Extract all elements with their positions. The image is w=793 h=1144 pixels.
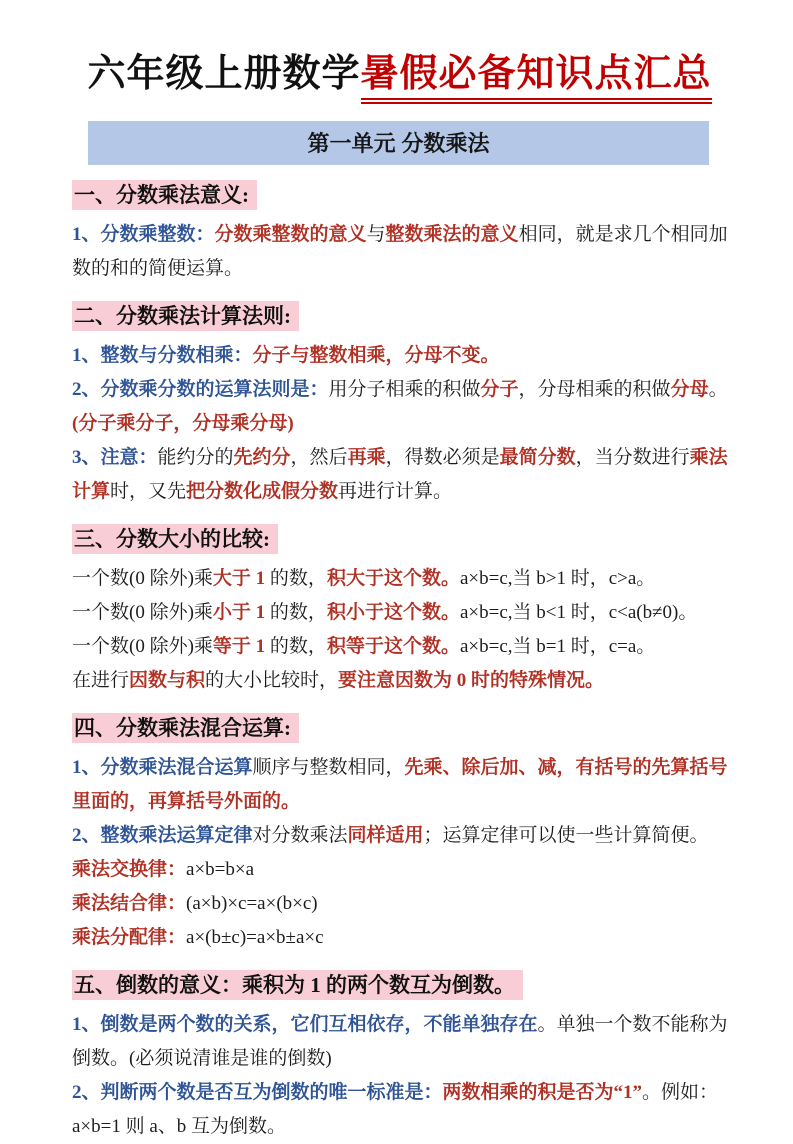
- text-segment-black: (a×b)×c=a×(b×c): [186, 893, 318, 914]
- text-line: [72, 339, 727, 373]
- text-line: [72, 562, 727, 596]
- text-segment-black: a×b=b×a: [186, 859, 255, 880]
- text-line: [72, 407, 727, 441]
- text-segment-black: 的数，: [265, 636, 327, 657]
- text-segment-blue: 1、整数与分数相乘：: [72, 345, 253, 366]
- text-line: [72, 441, 727, 475]
- text-segment-red: 把分数化成假分数: [186, 481, 339, 502]
- text-segment-red: 分子: [480, 379, 519, 400]
- text-segment-black: 。例如：: [642, 1082, 719, 1103]
- text-segment-blue: 1、分数乘法混合运算: [72, 757, 253, 778]
- text-segment-black: 顺序与整数相同，: [252, 757, 405, 778]
- text-segment-black: 的数，: [265, 602, 327, 623]
- page-title: [72, 42, 727, 97]
- text-line: [72, 1008, 727, 1042]
- text-segment-black: 在进行: [72, 670, 130, 691]
- text-segment-red: 乘法交换律：: [72, 859, 187, 880]
- text-line: [72, 785, 727, 819]
- section-header-highlight: 三、分数大小的比较:: [72, 524, 278, 554]
- page-title-red-part: 暑假必备知识点汇总: [361, 53, 712, 104]
- text-segment-red: 先约分: [233, 447, 291, 468]
- text-line: [72, 475, 727, 509]
- text-segment-red: 分子与整数相乘，分母不变。: [252, 345, 500, 366]
- text-segment-black: a×(b±c)=a×b±a×c: [186, 927, 324, 948]
- text-segment-black: 一个数(0 除外)乘: [72, 602, 213, 623]
- text-segment-red: 要注意因数为 0 时的特殊情况。: [338, 670, 605, 691]
- text-line: [72, 630, 727, 664]
- text-segment-black: 时，又先: [110, 481, 187, 502]
- section-header: [72, 300, 727, 330]
- text-segment-red: 整数乘法的意义: [385, 224, 519, 245]
- text-segment-black: 一个数(0 除外)乘: [72, 636, 213, 657]
- text-segment-blue: 3、注意：: [72, 447, 158, 468]
- text-line: [72, 819, 727, 853]
- text-line: [72, 664, 727, 698]
- text-segment-black: 倒数。(必须说清谁是谁的倒数): [72, 1048, 332, 1069]
- text-line: [72, 1076, 727, 1110]
- text-segment-red: 计算: [72, 481, 111, 502]
- text-segment-black: ，当分数进行: [575, 447, 690, 468]
- text-segment-blue: 1、倒数是两个数的关系，它们互相依存，不能单独存在: [72, 1014, 538, 1035]
- text-line: [72, 252, 727, 286]
- section-header-highlight: 一、分数乘法意义:: [72, 180, 257, 210]
- text-segment-black: a×b=c,当 b>1 时，c>a。: [459, 568, 656, 589]
- section-header: [72, 969, 727, 999]
- text-segment-black: a×b=c,当 b=1 时，c=a。: [459, 636, 656, 657]
- text-segment-red: 大于 1: [212, 568, 266, 589]
- text-segment-black: 再进行计算。: [338, 481, 453, 502]
- text-segment-black: ；运算定律可以使一些计算简便。: [423, 825, 709, 846]
- text-segment-black: 一个数(0 除外)乘: [72, 568, 213, 589]
- text-segment-red: 积等于这个数。: [326, 636, 460, 657]
- text-segment-red: 积小于这个数。: [326, 602, 460, 623]
- text-segment-black: 与: [366, 224, 386, 245]
- text-segment-red: 两数相乘的积是否为“1”: [442, 1082, 643, 1103]
- text-segment-black: 的数，: [265, 568, 327, 589]
- text-segment-black: 的大小比较时，: [205, 670, 339, 691]
- text-segment-red: 等于 1: [212, 636, 266, 657]
- text-line: [72, 218, 727, 252]
- text-segment-black: 数的和的简便运算。: [72, 258, 244, 279]
- section-header-highlight: 五、倒数的意义：乘积为 1 的两个数互为倒数。: [72, 970, 523, 1000]
- text-line: [72, 921, 727, 955]
- text-segment-black: 用分子相乘的积做: [328, 379, 481, 400]
- text-segment-black: 能约分的: [157, 447, 234, 468]
- text-segment-black: ，然后: [290, 447, 348, 468]
- text-segment-red: 分数乘整数的意义: [214, 224, 367, 245]
- text-segment-red: 小于 1: [212, 602, 266, 623]
- unit-banner: 第一单元 分数乘法: [88, 121, 709, 165]
- text-segment-red: 乘法结合律：: [72, 893, 187, 914]
- text-segment-red: 先乘、除后加、减，有括号的先算括号: [404, 757, 728, 778]
- text-segment-red: 积大于这个数。: [326, 568, 460, 589]
- text-line: [72, 596, 727, 630]
- text-segment-black: 对分数乘法: [252, 825, 348, 846]
- text-line: [72, 1042, 727, 1076]
- page-title-black-part: 六年级上册数学: [87, 53, 361, 95]
- text-segment-black: 。单独一个数不能称为: [537, 1014, 728, 1035]
- text-segment-black: ，分母相乘的积做: [518, 379, 671, 400]
- text-segment-red: 再乘: [347, 447, 386, 468]
- text-segment-black: a×b=c,当 b<1 时，c<a(b≠0)。: [459, 602, 698, 623]
- text-segment-red: 最简分数: [499, 447, 576, 468]
- section-header-highlight: 二、分数乘法计算法则:: [72, 301, 299, 331]
- section-header-highlight: 四、分数乘法混合运算:: [72, 713, 299, 743]
- text-segment-red: 因数与积: [129, 670, 206, 691]
- text-segment-red: (分子乘分子，分母乘分母): [72, 413, 294, 434]
- text-segment-black: ，得数必须是: [385, 447, 500, 468]
- text-segment-blue: 2、分数乘分数的运算法则是：: [72, 379, 329, 400]
- text-line: [72, 373, 727, 407]
- text-line: [72, 853, 727, 887]
- section-header: [72, 712, 727, 742]
- text-segment-black: a×b=1 则 a、b 互为倒数。: [72, 1116, 287, 1137]
- text-segment-red: 乘法分配律：: [72, 927, 187, 948]
- text-line: [72, 751, 727, 785]
- text-segment-blue: 1、分数乘整数：: [72, 224, 215, 245]
- text-line: [72, 1110, 727, 1144]
- section-header: [72, 523, 727, 553]
- text-segment-red: 同样适用: [347, 825, 424, 846]
- text-segment-black: 。: [708, 379, 728, 400]
- section-header: [72, 179, 727, 209]
- text-segment-red: 乘法: [689, 447, 728, 468]
- text-segment-black: 相同，就是求几个相同加: [518, 224, 728, 245]
- text-segment-blue: 2、判断两个数是否互为倒数的唯一标准是：: [72, 1082, 443, 1103]
- text-line: [72, 887, 727, 921]
- text-segment-red: 分母: [670, 379, 709, 400]
- text-segment-blue: 2、整数乘法运算定律: [72, 825, 253, 846]
- text-segment-red: 里面的，再算括号外面的。: [72, 791, 301, 812]
- content: [72, 179, 727, 1144]
